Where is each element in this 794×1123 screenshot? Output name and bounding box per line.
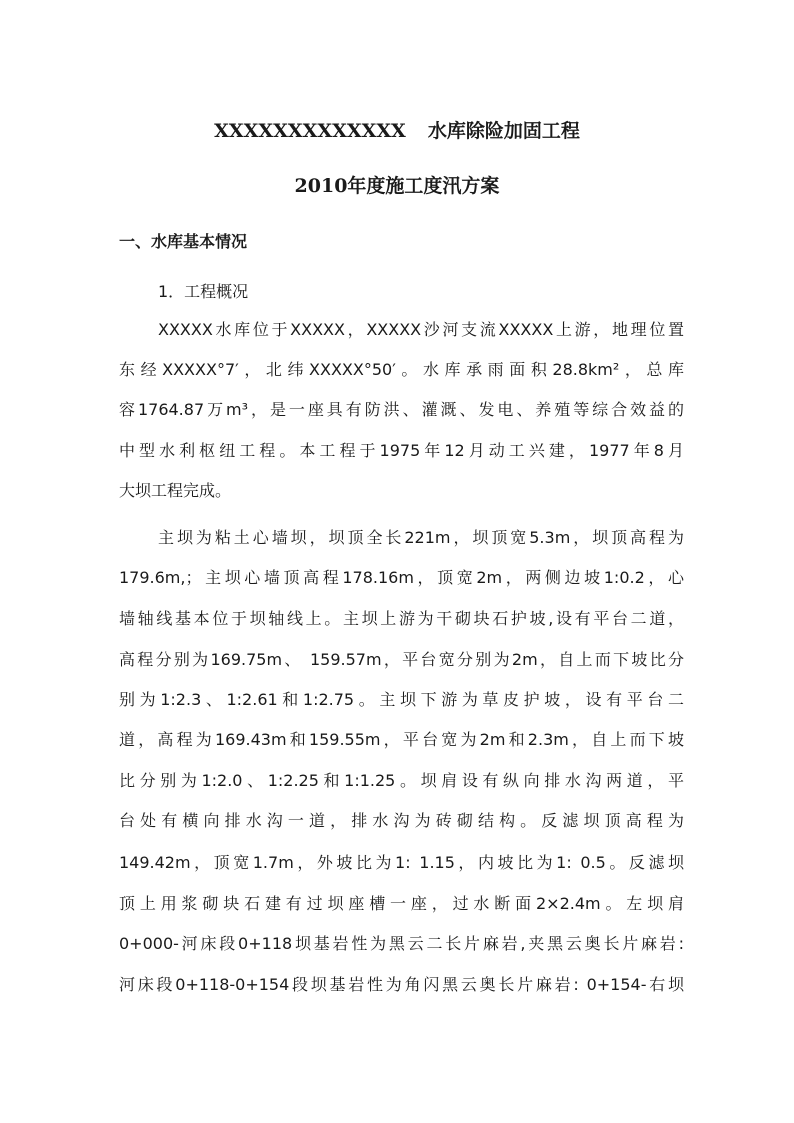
paragraph-line: 179.6m,；主坝心墙顶高程178.16m，顶宽2m，两侧边坡1:0.2，心 (119, 568, 684, 587)
paragraph-line: 0+000-河床段0+118坝基岩性为黑云二长片麻岩,夹黑云奥长片麻岩: (119, 934, 684, 953)
paragraph-line: 顶上用浆砌块石建有过坝座槽一座，过水断面2×2.4m。左坝肩 (119, 894, 684, 913)
title-project-code: XXXXXXXXXXXXX (214, 120, 406, 142)
paragraph-line: 墙轴线基本位于坝轴线上。主坝上游为干砌块石护坡,设有平台二道， (119, 609, 684, 628)
paragraph-line: 别为1:2.3、1:2.61和1:2.75。主坝下游为草皮护坡，设有平台二 (119, 690, 684, 709)
paragraph-line: 道，高程为169.43m和159.55m，平台宽为2m和2.3m，自上而下坡 (119, 730, 684, 749)
section-heading: 一、水库基本情况 (119, 232, 248, 251)
paragraph-line: 比分别为1:2.0、1:2.25和1:1.25。坝肩设有纵向排水沟两道，平 (119, 771, 684, 790)
paragraph-line: 149.42m，顶宽1.7m，外坡比为1: 1.15，内坡比为1: 0.5。反滤坝 (119, 853, 684, 872)
paragraph-line: 容1764.87万m³，是一座具有防洪、灌溉、发电、养殖等综合效益的 (119, 400, 684, 419)
subsection-heading: 1．工程概况 (158, 282, 249, 301)
paragraph-line: 高程分别为169.75m、 159.57m，平台宽分别为2m，自上而下坡比分 (119, 650, 684, 669)
document-title-line2: 2010年度施工度汛方案 (294, 175, 500, 197)
paragraph-line: 东经XXXXX°7′，北纬XXXXX°50′。水库承雨面积28.8km²，总库 (119, 360, 684, 379)
paragraph-line: 台处有横向排水沟一道，排水沟为砖砌结构。反滤坝顶高程为 (119, 811, 684, 830)
paragraph-line: 大坝工程完成。 (119, 481, 232, 500)
paragraph-line: 河床段0+118-0+154段坝基岩性为角闪黑云奥长片麻岩: 0+154-右坝 (119, 975, 684, 994)
paragraph-line: 中型水利枢纽工程。本工程于1975年12月动工兴建，1977年8月 (119, 441, 684, 460)
document-title-line1 (0, 116, 794, 143)
title-project-name: 水库除险加固工程 (427, 120, 580, 142)
paragraph-line: XXXXX水库位于XXXXX，XXXXX沙河支流XXXXX上游，地理位置 (158, 320, 684, 339)
paragraph-line: 主坝为粘土心墙坝，坝顶全长221m，坝顶宽5.3m，坝顶高程为 (158, 528, 684, 547)
